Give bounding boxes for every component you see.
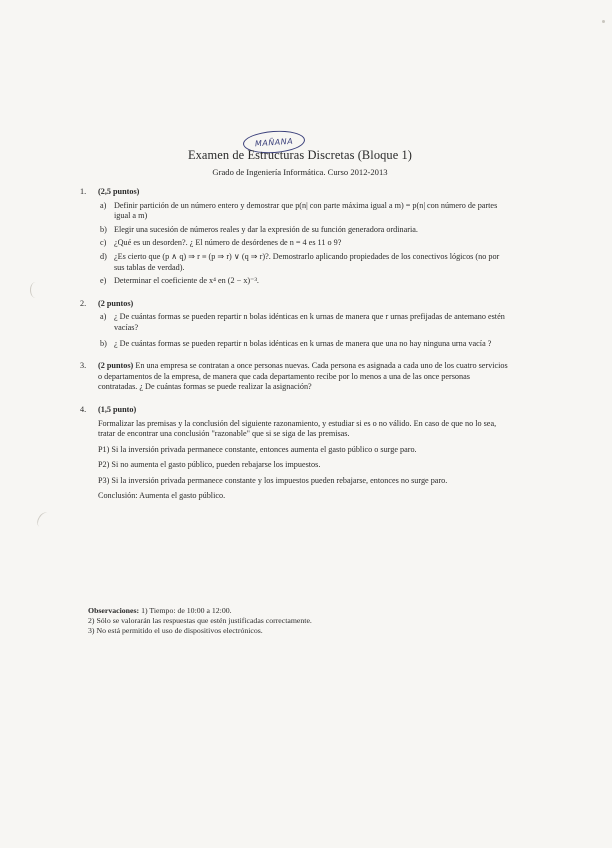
observation-item: 1) Tiempo: de 10:00 a 12:00. <box>141 606 232 615</box>
premise-1: P1) Si la inversión privada permanece constante, entonces aumenta el gasto público o surge paro. <box>98 444 417 454</box>
list-item <box>80 339 510 350</box>
observation-item: 2) Sólo se valorarán las respuestas que estén justificadas correctamente. <box>88 616 312 626</box>
exam-subtitle: Grado de Ingeniería Informática. Curso 2012-2013 <box>212 167 388 177</box>
exam-title: Examen de Estructuras Discretas (Bloque 1) <box>187 148 413 162</box>
list-item <box>80 252 510 273</box>
question-number: 4. <box>80 404 87 414</box>
question-3 <box>80 361 510 393</box>
item-key: a) <box>100 312 107 322</box>
item-key: b) <box>100 224 107 234</box>
observations <box>88 606 408 637</box>
item-key: c) <box>100 238 107 248</box>
question-number: 1. <box>80 187 87 196</box>
item-text: ¿Qué es un desorden?. ¿ El número de desórdenes de n = 4 es 11 o 9? <box>114 238 342 248</box>
premise-2: P2) Si no aumenta el gasto público, pueden rebajarse los impuestos. <box>98 460 321 470</box>
scan-artifact <box>30 282 41 298</box>
item-text: ¿ De cuántas formas se pueden repartir n bolas idénticas en k urnas de manera que r urnas prefijadas de antemano estén vacías? <box>114 312 505 332</box>
question-number: 3. <box>80 361 87 371</box>
item-text: ¿Es cierto que (p ∧ q) ⇒ r ≡ (p ⇒ r) ∨ (q ⇒ r)?. Demostrarlo aplicando propiedades de los conectivos lógicos (no por sus tablas de verdad). <box>114 251 500 272</box>
question-text: En una empresa se contratan a once personas nuevas. Cada persona es asignada a cada uno de los cuatro servicios o departamentos de la empresa, de manera que cada departamento recibe por lo menos a una de las once personas contratadas. ¿ De cuántas formas se puede realizar la asignación? <box>98 361 508 392</box>
question-number: 2. <box>80 298 87 308</box>
item-text: Elegir una sucesión de números reales y dar la expresión de su función generadora ordinaria. <box>114 224 418 234</box>
list-item <box>80 238 510 249</box>
question-points: (1,5 punto) <box>98 404 137 414</box>
question-4 <box>80 405 510 502</box>
list-item <box>80 225 510 236</box>
item-text: Determinar el coeficiente de x⁴ en (2 − x)⁻³. <box>114 276 259 286</box>
question-intro: Formalizar las premisas y la conclusión del siguiente razonamiento, y estudiar si es o no válido. En caso de que no lo sea, tratar de encontrar una conclusión "razonable" que si se siga de las premisas. <box>98 418 497 439</box>
item-key: d) <box>100 251 107 261</box>
question-points: (2 puntos) <box>98 361 134 371</box>
observation-item: 3) No está permitido el uso de dispositivos electrónicos. <box>88 626 263 636</box>
question-points: (2 puntos) <box>98 298 134 308</box>
item-text: Definir partición de un número entero y demostrar que p(n| con parte máxima igual a m) = p(n| con número de partes igual a m) <box>114 200 498 221</box>
item-text: ¿ De cuántas formas se pueden repartir n bolas idénticas en k urnas de manera que una no hay ninguna urna vacía ? <box>114 338 492 348</box>
scan-artifact <box>35 510 53 529</box>
conclusion: Conclusión: Aumenta el gasto público. <box>98 491 226 501</box>
item-key: a) <box>100 200 107 210</box>
questions-section <box>80 187 510 502</box>
list-item <box>80 276 510 287</box>
item-key: e) <box>100 276 107 286</box>
observations-label: Observaciones: <box>88 606 140 615</box>
list-item <box>80 312 510 333</box>
handwritten-stamp: MAÑANA <box>242 129 305 155</box>
question-points: (2,5 puntos) <box>98 187 140 196</box>
list-item <box>80 201 510 222</box>
item-key: b) <box>100 338 107 348</box>
scan-artifact <box>602 20 605 23</box>
question-2 <box>80 299 510 349</box>
question-1 <box>80 187 510 287</box>
premise-3: P3) Si la inversión privada permanece constante y los impuestos pueden rebajarse, entonces no surge paro. <box>98 475 448 485</box>
